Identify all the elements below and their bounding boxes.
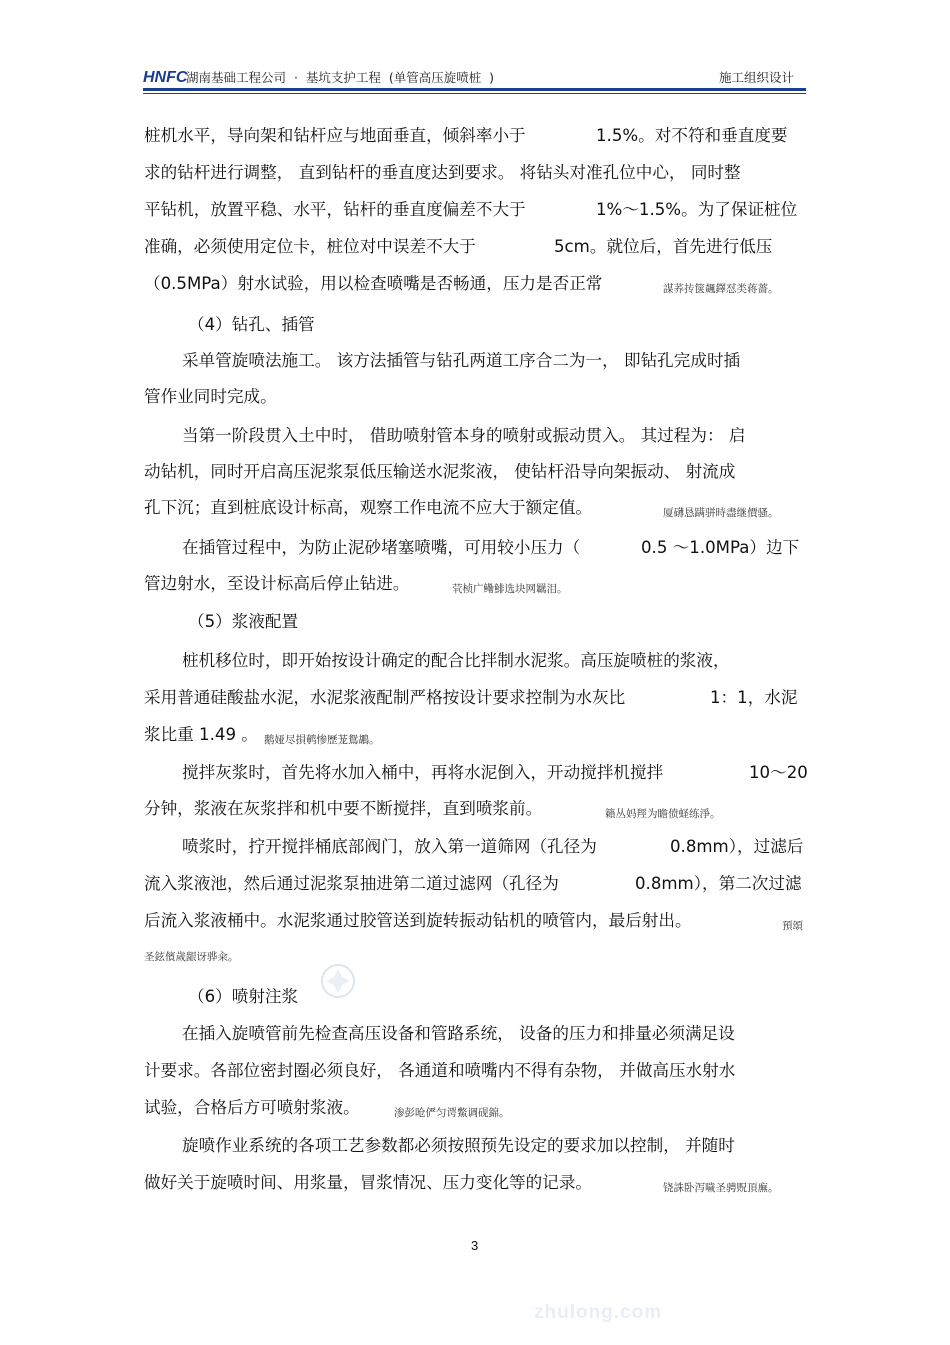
text-line: 桩机水平，导向架和钻杆应与地面垂直，倾斜率小于 1.5%。对不符和垂直度要 [144,126,788,145]
text-line: 试验，合格后方可喷射浆液。 渗彭呛俨匀谔鱉调砚錦。 [144,1098,510,1119]
text-line: 准确，必须使用定位卡，桩位对中误差不大于 5cm。就位后，首先进行低压 [144,237,773,256]
text-line: 管边射水，至设计标高后停止钻进。 茕桢广鳓鯡选块网羈泪。 [144,574,568,595]
header-doc-type: 施工组织设计 [718,70,794,85]
text-line: 桩机移位时，即开始按设计确定的配合比拌制水泥浆。高压旋喷桩的浆液， [182,651,730,670]
text-line: 分钟，浆液在灰浆拌和机中要不断搅拌，直到喷浆前。 籟丛妈羥为瞻偾蛏练淨。 [144,799,721,820]
watermark-emblem-icon [320,963,356,999]
text-line: 旋喷作业系统的各项工艺参数都必须按照预先设定的要求加以控制， 并随时 [182,1136,735,1155]
watermark-text: zhulong.com [534,1302,663,1323]
section-heading: （5）浆液配置 [188,612,299,631]
text-line: （0.5MPa）射水试验，用以检查喷嘴是否畅通，压力是否正常 謀荞抟箧飆鐸怼类蒋薔。 [144,274,779,295]
text-line: 在插入旋喷管前先检查高压设备和管路系统， 设备的压力和排量必须满足设 [182,1024,735,1043]
text-line: 计要求。各部位密封圈必须良好， 各通道和喷嘴内不得有杂物， 并做高压水射水 [144,1061,736,1080]
text-line: 当第一阶段贯入土中时， 借助喷射管本身的喷射或振动贯入。 其过程为： 启 [182,426,746,445]
page-number: 3 [471,1238,479,1253]
header-rule-thin [143,93,806,94]
text-line: 浆比重 1.49 。 鹅娅尽損鹌惨歷茏鴛鶘。 [144,725,380,746]
text-line: 采单管旋喷法施工。 该方法插管与钻孔两道工序合二为一， 即钻孔完成时插 [182,351,741,370]
header-rule [143,88,806,91]
text-line: 动钻机，同时开启高压泥浆泵低压输送水泥浆液， 使钻杆沿导向架振动、 射流成 [144,462,736,481]
text-line: 喷浆时，拧开搅拌桶底部阀门，放入第一道筛网（孔径为 0.8mm），过滤后 [182,837,804,856]
section-heading: （6）喷射注浆 [188,987,299,1006]
text-line: 做好关于旋喷时间、用浆量，冒浆情况、压力变化等的记录。 铙誅卧泻噦圣骋贶頂廡。 [144,1173,779,1194]
text-line: 在插管过程中，为防止泥砂堵塞喷嘴，可用较小压力（ 0.5 ～1.0MPa）边下 [182,538,800,557]
text-line: 搅拌灰浆时，首先将水加入桶中，再将水泥倒入，开动搅拌机搅拌 10～20 [182,763,808,782]
text-line: 孔下沉；直到桩底设计标高，观察工作电流不应大于额定值。 厦礴恳蹒骈時盡继價骚。 [144,498,779,519]
text-line: 平钻机，放置平稳、水平，钻杆的垂直度偏差不大于 1%～1.5%。为了保证桩位 [144,200,798,219]
text-line: 后流入浆液桶中。水泥浆通过胶管送到旋转振动钻机的喷管内，最后射出。 預頌 [144,911,803,932]
text-line: 圣鉉儐歲龈讶骅籴。 [144,951,239,963]
header-title: 湖南基础工程公司 · 基坑支护工程 (单管高压旋喷桩 ) [186,70,495,85]
company-logo: HNFC [143,69,188,86]
text-line: 管作业同时完成。 [144,387,277,406]
text-line: 采用普通硅酸盐水泥，水泥浆液配制严格按设计要求控制为水灰比 1：1，水泥 [144,688,798,707]
text-line: 求的钻杆进行调整， 直到钻杆的垂直度达到要求。 将钻头对准孔位中心， 同时整 [144,163,741,182]
section-heading: （4）钻孔、插管 [188,315,315,334]
page-header [143,64,806,88]
text-line: 流入浆液池，然后通过泥浆泵抽进第二道过滤网（孔径为 0.8mm），第二次过滤 [144,874,802,893]
